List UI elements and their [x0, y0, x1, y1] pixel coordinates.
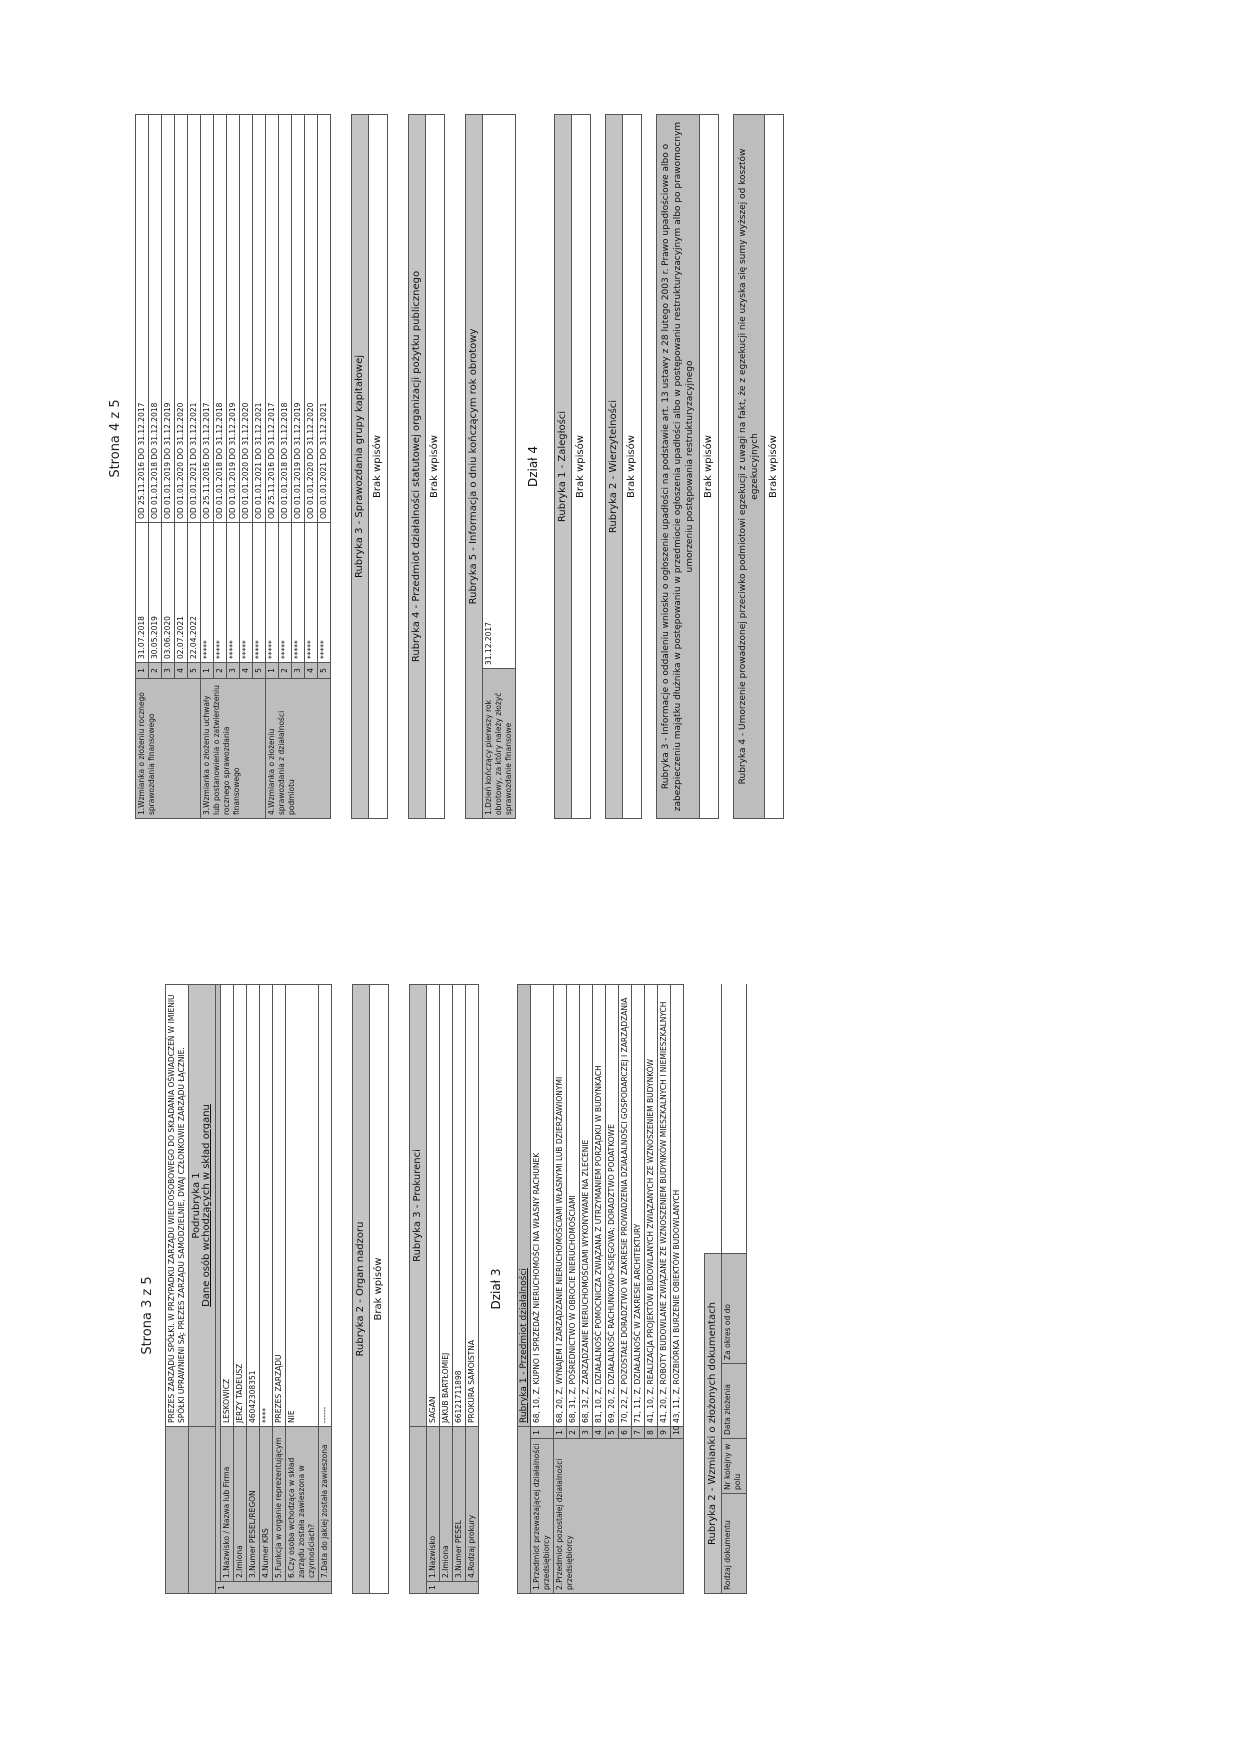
proxy-row-label: 2.Imiona: [440, 1427, 453, 1582]
rubryka-4b-title: Rubryka 4 - Umorzenie prowadzonej przeciwko podmiotowi egzekucji z uwagi na fakt, że z egzekucji nie uzyska się sumy wyższej od kosztów egzekucyjnych: [734, 115, 765, 819]
board-row-value: ------: [319, 985, 332, 1427]
arrears-table: [554, 114, 591, 819]
activity-index: 6: [619, 1427, 632, 1439]
docs-header-type: Rodzaj dokumentu: [722, 1494, 747, 1594]
statement-index: 5: [253, 663, 266, 679]
spacer: [445, 114, 465, 819]
statement-date: *****: [214, 523, 227, 663]
statement-date: *****: [201, 523, 214, 663]
page-number-label: Strona 4 z 5: [108, 399, 123, 478]
statement-period: OD 01.01.2021 DO 31.12.2021: [318, 115, 331, 523]
documents-header-row: [722, 984, 747, 1594]
docs-header-date: Data złożenia: [722, 1364, 747, 1439]
board-row-label: 2.Imiona: [234, 1427, 247, 1582]
statement-index: 4: [305, 663, 318, 679]
docs-header-number: Nr kolejny w polu: [722, 1439, 747, 1494]
activity-value: 68, 31, Z, POŚREDNICTWO W OBROCIE NIERUCHOMOŚCIAMI: [567, 985, 580, 1427]
main-activity-index: 1: [531, 1427, 554, 1439]
board-row-label: 5.Funkcja w organie reprezentującym: [273, 1427, 286, 1582]
statement-date: 02.07.2021: [175, 523, 188, 663]
rubryka-4-empty: Brak wpisów: [426, 115, 445, 819]
board-row-value: ****: [260, 985, 273, 1427]
representation-label-cell: [166, 1427, 189, 1594]
statement-index: 4: [175, 663, 188, 679]
activity-value: 68, 32, Z, ZARZĄDZANIE NIERUCHOMOŚCIAMI WYKONYWANE NA ZLECENIE: [580, 985, 593, 1427]
activity-side: [518, 1427, 531, 1594]
documents-table: [704, 984, 747, 1594]
statement-date: *****: [227, 523, 240, 663]
board-row: [319, 985, 332, 1594]
spacer: [388, 114, 408, 819]
statement-index: 4: [240, 663, 253, 679]
documents-open-cell: [705, 984, 722, 1253]
board-member-index: 1: [216, 1582, 332, 1594]
board-row: [234, 985, 247, 1594]
statement-period: OD 01.01.2021 DO 31.12.2021: [253, 115, 266, 523]
statement-period: OD 01.01.2021 DO 31.12.2021: [188, 115, 201, 523]
statement-period: OD 25.11.2016 DO 31.12.2017: [136, 115, 149, 523]
page-3-content: [165, 984, 747, 1594]
proxy-row-value: PROKURA SAMOISTNA: [466, 985, 479, 1427]
spacer: [719, 114, 733, 819]
rubryka-3-empty: Brak wpisów: [369, 115, 388, 819]
statement-row: [266, 115, 279, 819]
proxy-row: [440, 985, 453, 1594]
activity-index: 3: [580, 1427, 593, 1439]
documents-open-cell: [722, 984, 747, 1253]
page-number-label: Strona 3 z 5: [140, 1276, 155, 1355]
podrubryka-subtitle: Dane osób wchodzących w skład organu: [201, 1104, 212, 1307]
proxy-row-label: 1.Nazwisko: [427, 1427, 440, 1582]
statement-index: 5: [188, 663, 201, 679]
rubryka-1-title: Rubryka 1 - Przedmiot działalności: [518, 985, 531, 1427]
dzial-4-heading: Dział 4: [526, 445, 540, 488]
statement-date: *****: [240, 523, 253, 663]
statement-date: 30.05.2019: [149, 523, 162, 663]
statement-period: OD 01.01.2020 DO 31.12.2020: [305, 115, 318, 523]
statement-row: [201, 115, 214, 819]
board-row-label: 6.Czy osoba wchodząca w skład zarządu została zawieszona w czynnościach?: [286, 1427, 319, 1582]
docs-header-period: Za okres od do: [722, 1253, 747, 1363]
statement-index: 2: [149, 663, 162, 679]
zaleglosci-empty: Brak wpisów: [572, 115, 591, 819]
statement-index: 1: [201, 663, 214, 679]
activity-index: 8: [645, 1427, 658, 1439]
activity-index: 9: [658, 1427, 671, 1439]
spacer: [684, 984, 704, 1594]
representation-table: [165, 984, 332, 1594]
statement-group-label: 1.Wzmianka o złożeniu rocznego sprawozdania finansowego: [136, 679, 201, 819]
dzial-3-heading: Dział 3: [489, 1268, 503, 1310]
activity-value: 43, 11, Z, ROZBIÓRKA I BURZENIE OBIEKTÓW BUDOWLANYCH: [671, 985, 684, 1427]
capital-group-table: [351, 114, 388, 819]
podrubryka-heading: [189, 985, 216, 1427]
activity-index: 5: [606, 1427, 619, 1439]
spacer: [389, 984, 409, 1594]
proxy-row: [453, 985, 466, 1594]
board-row: [247, 985, 260, 1594]
wierzytelnosci-title: Rubryka 2 - Wierzytelności: [606, 115, 623, 819]
statement-date: 22.04.2022: [188, 523, 201, 663]
statement-date: *****: [253, 523, 266, 663]
statement-date: *****: [305, 523, 318, 663]
board-row: [221, 985, 234, 1594]
activity-value: 81, 10, Z, DZIAŁALNOŚĆ POMOCNICZA ZWIĄZANA Z UTRZYMANIEM PORZĄDKU W BUDYNKACH: [593, 985, 606, 1427]
activity-value: 41, 20, Z, ROBOTY BUDOWLANE ZWIĄZANE ZE WZNOSZENIEM BUDYNKÓW MIESZKALNYCH I NIEMIESZKALNYCH: [658, 985, 671, 1427]
main-activity-label: 1.Przedmiot przeważającej działalności przedsiębiorcy: [531, 1439, 554, 1594]
statement-period: OD 01.01.2018 DO 31.12.2018: [149, 115, 162, 523]
activity-value: 68, 20, Z, WYNAJEM I ZARZĄDZANIE NIERUCHOMOŚCIAMI WŁASNYMI LUB DZIERŻAWIONYMI: [554, 985, 567, 1427]
public-benefit-table: [408, 114, 445, 819]
activity-index: 4: [593, 1427, 606, 1439]
activity-value: 41, 10, Z, REALIZACJA PROJEKTÓW BUDOWLANYCH ZWIĄZANYCH ZE WZNOSZENIEM BUDYNKÓW: [645, 985, 658, 1427]
rubryka-5-title: Rubryka 5 - Informacja o dniu kończącym rok obrotowy: [466, 115, 483, 819]
bankruptcy-info-table: [656, 114, 719, 819]
proxy-row-value: JAKUB BARTŁOMIEJ: [440, 985, 453, 1427]
statement-index: 5: [318, 663, 331, 679]
proxy-row-value: 66121711898: [453, 985, 466, 1427]
statement-index: 3: [162, 663, 175, 679]
board-row: [273, 985, 286, 1594]
board-row: [286, 985, 319, 1594]
proxy-row-label: 3.Numer PESEL: [453, 1427, 466, 1582]
zaleglosci-title: Rubryka 1 - Zaległości: [555, 115, 572, 819]
proxy-row-label: 4.Rodzaj prokury: [466, 1427, 479, 1582]
board-row-value: 46042308351: [247, 985, 260, 1427]
fiscal-year-table: [465, 114, 516, 819]
board-row-value: LESKOWICZ: [221, 985, 234, 1427]
rubryka-2-empty: Brak wpisów: [370, 985, 389, 1594]
spacer: [332, 984, 352, 1594]
statement-period: OD 01.01.2018 DO 31.12.2018: [214, 115, 227, 523]
rubryka-3b-title: Rubryka 3 - Informacje o oddaleniu wniosku o ogłoszenie upadłości na podstawie art. 13 ustawy z 28 lutego 2003 r. Prawo upadłościowe albo o zabezpieczeniu majątku dłużnika w postępowaniu w przedmiocie ogłoszenia upadłości albo w postępowaniu restrukturyzacyjnym albo po prawomocnym umorzeniu postępowania restrukturyzacyjnego: [657, 115, 700, 819]
activity-table: [517, 984, 684, 1594]
statement-period: OD 01.01.2020 DO 31.12.2020: [175, 115, 188, 523]
proxies-table: [409, 984, 479, 1594]
spacer: [331, 114, 351, 819]
board-row-label: 1.Nazwisko / Nazwa lub Firma: [221, 1427, 234, 1582]
page-4-content: [135, 114, 784, 819]
enforcement-table: [733, 114, 784, 819]
statement-index: 1: [266, 663, 279, 679]
statement-date: *****: [318, 523, 331, 663]
rubryka-3b-empty: Brak wpisów: [700, 115, 719, 819]
rubryka-3-title: Rubryka 3 - Prokurenci: [410, 985, 427, 1427]
activity-row: [554, 985, 567, 1594]
board-row: [260, 985, 273, 1594]
rubryka-2-title: Rubryka 2 - Organ nadzoru: [353, 985, 370, 1594]
statement-index: 2: [214, 663, 227, 679]
statement-period: OD 01.01.2020 DO 31.12.2020: [240, 115, 253, 523]
statement-date: *****: [266, 523, 279, 663]
main-activity-value: 68, 10, Z, KUPNO I SPRZEDAŻ NIERUCHOMOŚCI NA WŁASNY RACHUNEK: [531, 985, 554, 1427]
page-3: [0, 877, 1240, 1754]
activity-index: 2: [567, 1427, 580, 1439]
statement-date: *****: [279, 523, 292, 663]
statement-row: [136, 115, 149, 819]
wierzytelnosci-empty: Brak wpisów: [623, 115, 642, 819]
activity-index: 7: [632, 1427, 645, 1439]
other-activity-label: 2.Przedmiot pozostałej działalności przedsiębiorcy: [554, 1439, 684, 1594]
proxy-row-value: SAGAN: [427, 985, 440, 1427]
statement-period: OD 01.01.2019 DO 31.12.2019: [162, 115, 175, 523]
board-row-value: PREZES ZARZĄDU: [273, 985, 286, 1427]
statement-date: 31.07.2018: [136, 523, 149, 663]
statement-period: OD 01.01.2018 DO 31.12.2018: [279, 115, 292, 523]
representation-text: PREZES ZARZĄDU SPÓŁKI. W PRZYPADKU ZARZĄDU WIELOOSOBOWEGO DO SKŁADANIA OŚWIADCZEŃ W IMIENIU SPÓŁKI UPRAWNIENI SĄ: PREZES ZARZĄDU SAMODZIELNIE, DWAJ CZŁONKOWIE ZARZĄDU ŁĄCZNIE.: [166, 985, 189, 1427]
board-row-label: 4.Numer KRS: [260, 1427, 273, 1582]
statement-period: OD 25.11.2016 DO 31.12.2017: [266, 115, 279, 523]
proxy-index: 1: [427, 1582, 479, 1594]
statement-date: 03.06.2020: [162, 523, 175, 663]
statement-period: OD 25.11.2016 DO 31.12.2017: [201, 115, 214, 523]
statement-period: OD 01.01.2019 DO 31.12.2019: [227, 115, 240, 523]
activity-value: 71, 11, Z, DZIAŁALNOŚĆ W ZAKRESIE ARCHITEKTURY: [632, 985, 645, 1427]
activity-value: 69, 20, Z, DZIAŁALNOŚĆ RACHUNKOWO-KSIĘGOWA; DORADZTWO PODATKOWE: [606, 985, 619, 1427]
statement-period: OD 01.01.2019 DO 31.12.2019: [292, 115, 305, 523]
proxy-row: [427, 985, 440, 1594]
fiscal-year-label: 1.Dzień kończący pierwszy rok obrotowy, za który należy złożyć sprawozdanie finansowe: [483, 669, 516, 819]
rubryka-3-title: Rubryka 3 - Sprawozdania grupy kapitałowej: [352, 115, 369, 819]
statement-index: 1: [136, 663, 149, 679]
financial-statements-table: [135, 114, 331, 819]
activity-index: 1: [554, 1427, 567, 1439]
spacer: [591, 114, 605, 819]
rubryka-2-docs-title: Rubryka 2 - Wzmianki o złożonych dokumentach: [705, 1253, 722, 1593]
activity-value: 70, 22, Z, POZOSTAŁE DORADZTWO W ZAKRESIE PROWADZENIA DZIAŁALNOŚCI GOSPODARCZEJ I ZARZĄDZANIA: [619, 985, 632, 1427]
spacer: [642, 114, 656, 819]
board-row-value: NIE: [286, 985, 319, 1427]
statement-index: 3: [227, 663, 240, 679]
supervisory-board-table: [352, 984, 389, 1594]
statement-index: 3: [292, 663, 305, 679]
proxy-row: [466, 985, 479, 1594]
rubryka-4b-empty: Brak wpisów: [765, 115, 784, 819]
podrubryka-side: [189, 1427, 216, 1594]
proxies-side: [410, 1427, 427, 1594]
activity-index: 10: [671, 1427, 684, 1439]
statement-date: *****: [292, 523, 305, 663]
podrubryka-title: Podrubryka 1: [191, 1172, 202, 1239]
statement-index: 2: [279, 663, 292, 679]
claims-table: [605, 114, 642, 819]
board-row-value: JERZY TADEUSZ: [234, 985, 247, 1427]
board-row-label: 7.Data do jakiej została zawieszona: [319, 1427, 332, 1582]
board-row-label: 3.Numer PESEL/REGON: [247, 1427, 260, 1582]
statement-group-label: 4.Wzmianka o złożeniu sprawozdania z działalności podmiotu: [266, 679, 331, 819]
statement-group-label: 3.Wzmianka o złożeniu uchwały lub postanowienia o zatwierdzeniu rocznego sprawozdania finansowego: [201, 679, 266, 819]
fiscal-year-value: 31.12.2017: [483, 115, 516, 669]
rubryka-4-title: Rubryka 4 - Przedmiot działalności statutowej organizacji pożytku publicznego: [409, 115, 426, 819]
